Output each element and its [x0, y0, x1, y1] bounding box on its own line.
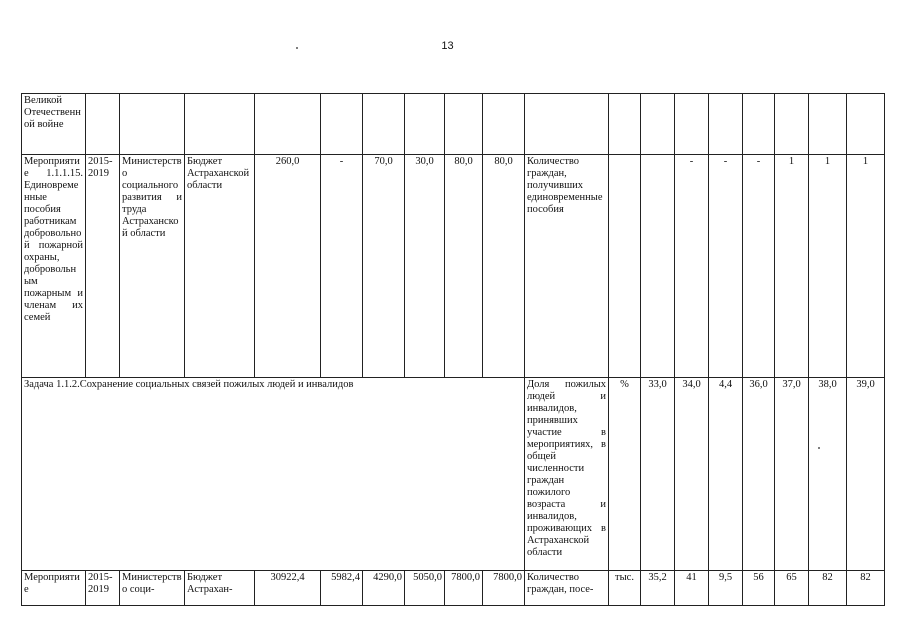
indicator-value: 9,5: [709, 571, 743, 606]
task-value: 38,0: [809, 378, 847, 571]
measure-source: Бюджет Астрахан-: [185, 571, 255, 606]
task-value: 34,0: [675, 378, 709, 571]
amount-total: 30922,4: [255, 571, 321, 606]
measures-table: [21, 93, 885, 606]
page-number: 13: [441, 40, 454, 52]
table-row: [22, 571, 885, 606]
measure-executor: Министерство соци-: [120, 571, 185, 606]
indicator-value: -: [675, 155, 709, 378]
table-row: [22, 378, 885, 571]
task-value: 36,0: [743, 378, 775, 571]
amount-2015: 5982,4: [321, 571, 363, 606]
task-value: 33,0: [641, 378, 675, 571]
task-title: Задача 1.1.2.Сохранение социальных связей пожилых людей и инвалидов: [22, 378, 525, 571]
scan-speck: [296, 47, 298, 49]
indicator-value: [641, 155, 675, 378]
table-row: [22, 94, 885, 155]
indicator-value: 65: [775, 571, 809, 606]
task-indicator: Доля пожилых людей и инвалидов, принявших участие в мероприятиях, в общей численности граждан пожилого возраста и инвалидов, проживающих в Астраханской области: [525, 378, 609, 571]
table-row: [22, 155, 885, 378]
amount-2015: -: [321, 155, 363, 378]
task-value: 37,0: [775, 378, 809, 571]
amount-2018: 80,0: [445, 155, 483, 378]
indicator-value: 82: [809, 571, 847, 606]
indicator-unit: тыс.: [609, 571, 641, 606]
measure-executor: Министерство социального развития и труда Астраханской области: [120, 155, 185, 378]
amount-2018: 7800,0: [445, 571, 483, 606]
measure-period: 2015-2019: [86, 155, 120, 378]
task-unit: %: [609, 378, 641, 571]
indicator-unit: [609, 155, 641, 378]
amount-2019: 80,0: [483, 155, 525, 378]
amount-2016: 70,0: [363, 155, 405, 378]
indicator-value: -: [709, 155, 743, 378]
amount-2019: 7800,0: [483, 571, 525, 606]
task-value: 39,0: [847, 378, 885, 571]
amount-2016: 4290,0: [363, 571, 405, 606]
measure-source: Бюджет Астраханской области: [185, 155, 255, 378]
indicator-value: 1: [847, 155, 885, 378]
measure-period: 2015-2019: [86, 571, 120, 606]
continuation-text: Великой Отечественной войне: [22, 94, 86, 155]
indicator-value: 1: [775, 155, 809, 378]
amount-2017: 30,0: [405, 155, 445, 378]
indicator-value: -: [743, 155, 775, 378]
indicator-text: Количество граждан, получивших единовременные пособия: [525, 155, 609, 378]
indicator-text: Количество граждан, посе-: [525, 571, 609, 606]
task-value: 4,4: [709, 378, 743, 571]
amount-2017: 5050,0: [405, 571, 445, 606]
indicator-value: 82: [847, 571, 885, 606]
indicator-value: 35,2: [641, 571, 675, 606]
indicator-value: 56: [743, 571, 775, 606]
indicator-value: 1: [809, 155, 847, 378]
measure-name: Мероприятие 1.1.1.15. Единовременные пособия работникам добровольной пожарной охраны, добровольным пожарным и членам их семей: [22, 155, 86, 378]
measure-name: Мероприятие: [22, 571, 86, 606]
indicator-value: 41: [675, 571, 709, 606]
amount-total: 260,0: [255, 155, 321, 378]
